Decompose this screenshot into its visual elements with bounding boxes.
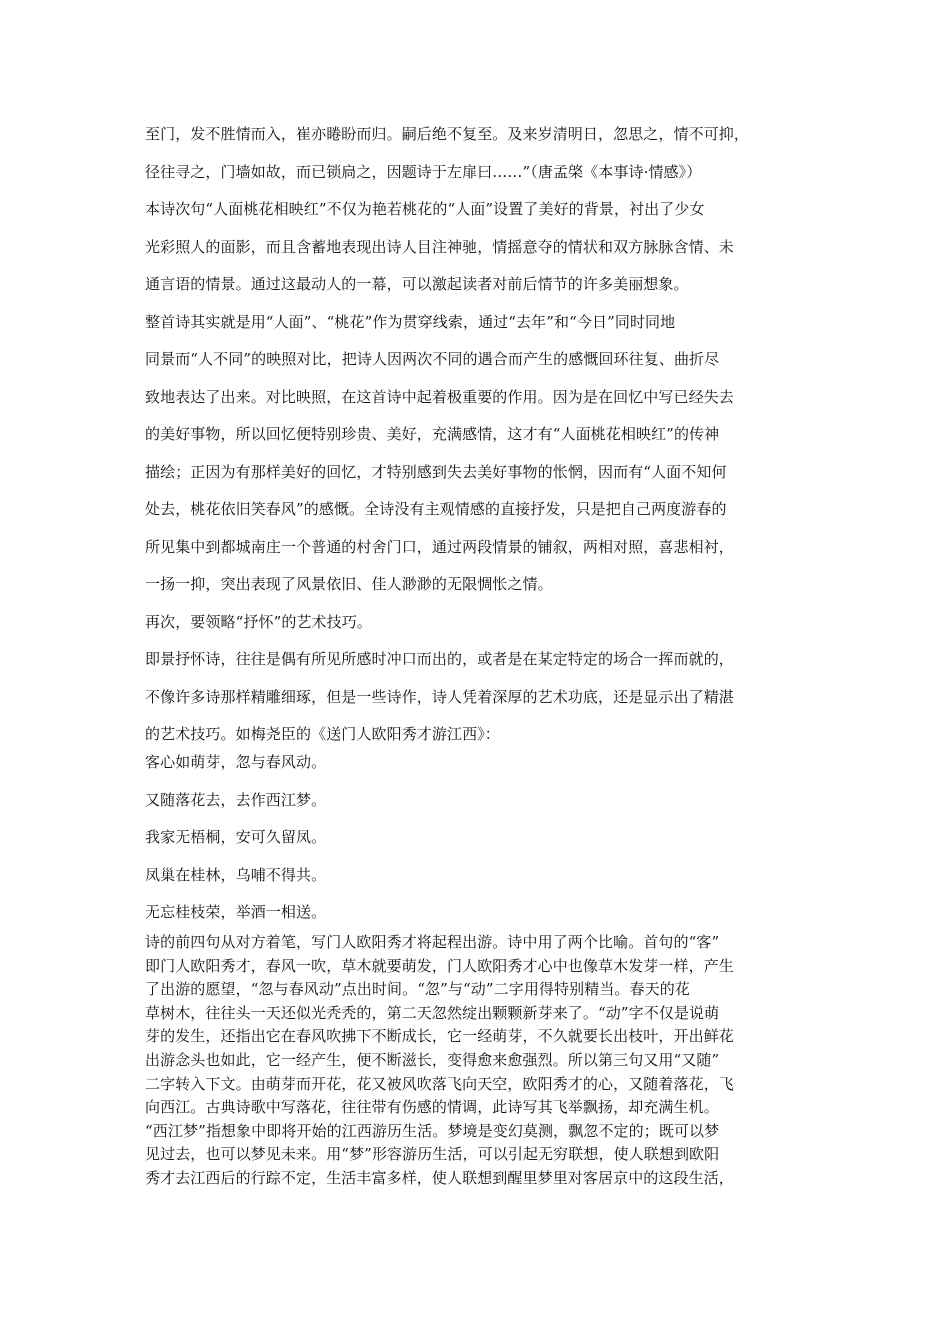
poem-block — [145, 744, 326, 932]
analysis-section — [145, 931, 734, 1191]
paragraph-line: 即景抒怀诗，往往是偶有所见所感时冲口而出的，或者是在某定特定的场合一挥而就的， — [145, 650, 734, 668]
paragraph-line: 本诗次句“人面桃花相映红”不仅为艳若桃花的“人面”设置了美好的背景，衬出了少女 — [145, 200, 705, 218]
paragraph-line: 了出游的愿望，“忽与春风动”点出时间。“忽”与“动”二字用得特别精当。春天的花 — [145, 980, 690, 999]
paragraph-line: 通言语的情景。通过这最动人的一幕，可以激起读者对前后情节的许多美丽想象。 — [145, 275, 689, 293]
paragraph-line: 处去，桃花依旧笑春风”的感慨。全诗没有主观情感的直接抒发，只是把自己两度游春的 — [145, 500, 727, 518]
paragraph-line: 同景而“人不同”的映照对比，把诗人因两次不同的遇合而产生的感慨回环往复、曲折尽 — [145, 350, 720, 368]
paragraph-line: 描绘；正因为有那样美好的回忆，才特别感到失去美好事物的怅惘，因而有“人面不知何 — [145, 462, 727, 481]
paragraph-line: 即门人欧阳秀才，春风一吹，草木就要萌发，门人欧阳秀才心中也像草木发芽一样，产生 — [145, 956, 734, 975]
paragraph-line: 所见集中到都城南庄一个普通的村舍门口，通过两段情景的铺叙，两相对照，喜悲相衬， — [145, 537, 734, 556]
intro-section — [145, 116, 749, 754]
paragraph-line: 的美好事物，所以回忆便特别珍贵、美好，充满感情，这才有“人面桃花相映红”的传神 — [145, 425, 720, 443]
paragraph-line: “西江梦”指想象中即将开始的江西游历生活。梦境是变幻莫测，飘忽不定的；既可以梦 — [145, 1121, 720, 1140]
paragraph-line: 二字转入下文。由萌芽而开花，花又被风吹落飞向天空，欧阳秀才的心，又随着落花，飞 — [145, 1074, 734, 1093]
paragraph-line: 芽的发生，还指出它在春风吹拂下不断成长，它一经萌芽，不久就要长出枝叶，开出鲜花 — [145, 1027, 734, 1046]
paragraph-line: 不像许多诗那样精雕细琢，但是一些诗作，诗人凭着深厚的艺术功底，还是显示出了精湛 — [145, 687, 734, 706]
paragraph-line: 草树木，往往头一天还似光秃秃的，第二天忽然绽出颗颗新芽来了。“动”字不仅是说萌 — [145, 1003, 720, 1022]
paragraph-line: 至门，发不胜情而入，崔亦睠盼而归。嗣后绝不复至。及来岁清明日，忽思之，情不可抑， — [145, 125, 750, 143]
paragraph-line: 径往寻之，门墙如故，而已锁扃之，因题诗于左扉曰……”（唐孟棨《本事诗·情感》） — [145, 162, 702, 181]
paragraph-line: 见过去，也可以梦见未来。用“梦”形容游历生活，可以引起无穷联想，使人联想到欧阳 — [145, 1145, 720, 1164]
poem-line: 凤巢在桂林，乌哺不得共。 — [145, 865, 327, 884]
paragraph-line: 一扬一抑，突出表现了风景依旧、佳人渺渺的无限惆怅之情。 — [145, 575, 553, 593]
paragraph-line: 光彩照人的面影，而且含蓄地表现出诗人目注神驰，情摇意夺的情状和双方脉脉含情、未 — [145, 237, 734, 256]
poem-line: 无忘桂枝荣，举酒一相送。 — [145, 903, 327, 921]
paragraph-line: 致地表达了出来。对比映照，在这首诗中起着极重要的作用。因为是在回忆中写已经失去 — [145, 387, 734, 406]
paragraph-line: 整首诗其实就是用“人面”、“桃花”作为贯穿线索，通过“去年”和“今日”同时同地 — [145, 312, 676, 331]
paragraph-line: 向西江。古典诗歌中写落花，往往带有伤感的情调，此诗写其飞举飘扬，却充满生机。 — [145, 1098, 719, 1117]
poem-line: 客心如萌芽，忽与春风动。 — [145, 753, 327, 771]
paragraph-line: 诗的前四句从对方着笔，写门人欧阳秀才将起程出游。诗中用了两个比喻。首句的“客” — [145, 933, 720, 951]
poem-line: 我家无梧桐，安可久留凤。 — [145, 828, 327, 846]
section-heading: 再次，要领略“抒怀”的艺术技巧。 — [145, 612, 372, 631]
paragraph-line: 出游念头也如此，它一经产生，便不断滋长，变得愈来愈强烈。所以第三句又用“又随” — [145, 1050, 720, 1069]
poem-line: 又随落花去，去作西江梦。 — [145, 790, 327, 809]
paragraph-line: 的艺术技巧。如梅尧臣的《送门人欧阳秀才游江西》： — [145, 725, 500, 743]
paragraph-line: 秀才去江西后的行踪不定，生活丰富多样，使人联想到醒里梦里对客居京中的这段生活， — [145, 1168, 734, 1187]
